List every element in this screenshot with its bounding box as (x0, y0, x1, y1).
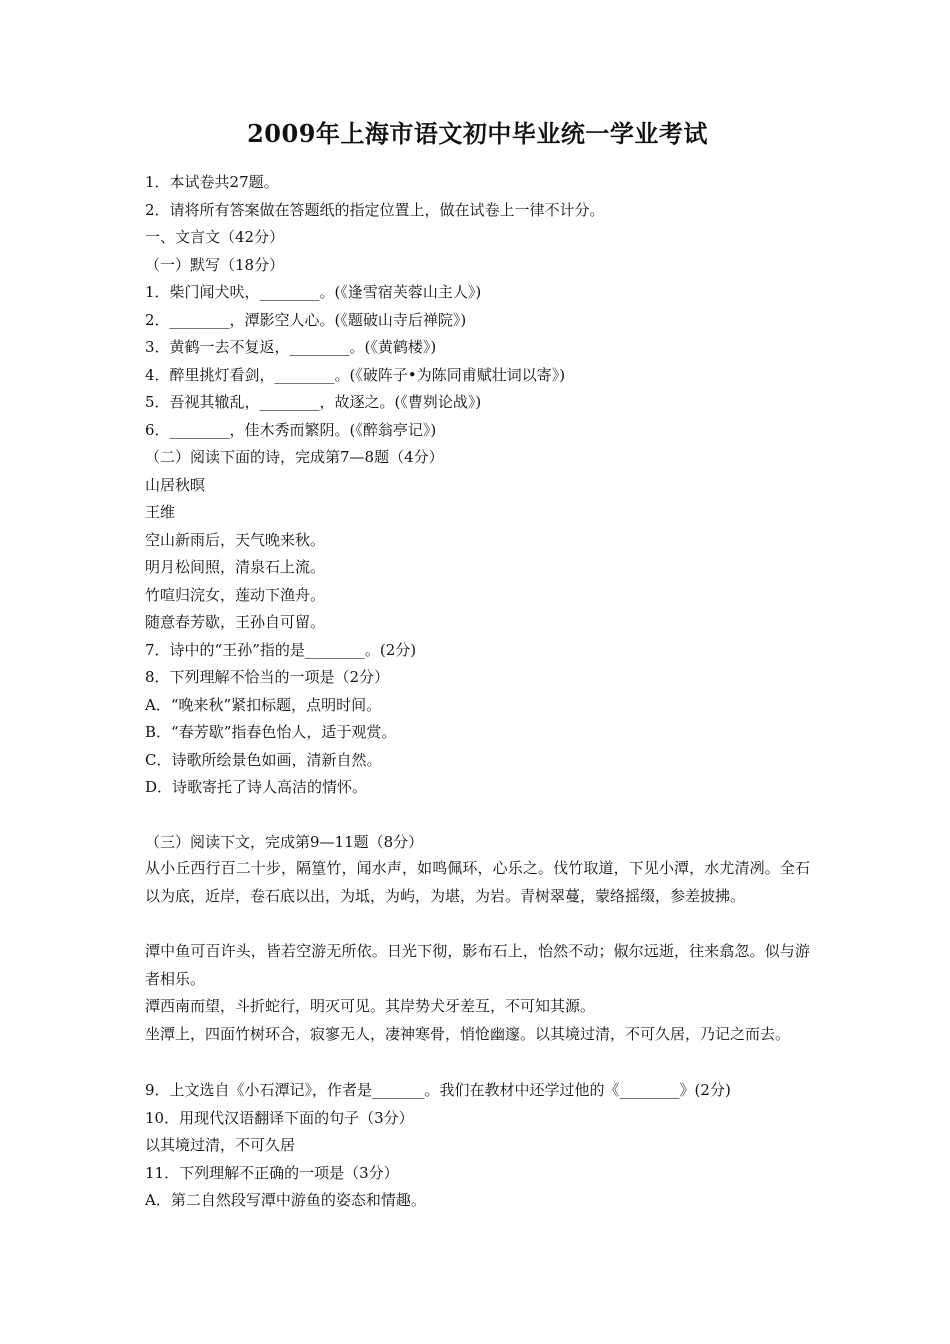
passage-paragraph-2: 潭中鱼可百许头，皆若空游无所依。日光下彻，影布石上，怡然不动；俶尔远逝，往来翕忽。似与游者相乐。 (145, 942, 810, 988)
question-9: 9．上文选自《小石潭记》，作者是_______。我们在教材中还学过他的《________》(2分) (145, 1081, 731, 1099)
passage-paragraph-1: 从小丘西行百二十步，隔篁竹，闻水声，如鸣佩环，心乐之。伐竹取道，下见小潭，水尤清冽。全石以为底，近岸，卷石底以出，为坻，为屿，为堪，为岩。青树翠蔓，蒙络摇缀，参差披拂。 (145, 859, 810, 905)
exam-title: 2009年上海市语文初中毕业统一学业考试 (247, 119, 708, 148)
poem-line-3: 竹喧归浣女，莲动下渔舟。 (145, 586, 326, 604)
question-11-option-a: A．第二自然段写潭中游鱼的姿态和情趣。 (145, 1191, 426, 1209)
question-10-sentence: 以其境过清，不可久居 (145, 1136, 296, 1154)
subsection-heading-poem: （二）阅读下面的诗，完成第7—8题（4分） (145, 448, 444, 466)
subsection-heading-dictation: （一）默写（18分） (145, 256, 285, 274)
question-10: 10．用现代汉语翻译下面的句子（3分） (145, 1109, 414, 1127)
passage-paragraph-3: 潭西南而望，斗折蛇行，明灭可见。其岸势犬牙差互，不可知其源。 (145, 997, 596, 1015)
poem-author: 王维 (145, 503, 176, 521)
poem-line-4: 随意春芳歇，王孙自可留。 (145, 613, 326, 631)
poem-line-1: 空山新雨后，天气晚来秋。 (145, 531, 326, 549)
subsection-heading-prose: （三）阅读下文，完成第9—11题（8分） (145, 833, 424, 851)
question-8-option-d: D．诗歌寄托了诗人高洁的情怀。 (145, 778, 368, 796)
poem-title: 山居秋暝 (145, 476, 206, 494)
question-4: 4．醉里挑灯看剑，________。(《破阵子•为陈同甫赋壮词以寄》) (145, 366, 566, 384)
question-8-option-c: C．诗歌所绘景色如画，清新自然。 (145, 751, 382, 769)
question-8: 8．下列理解不恰当的一项是（2分） (145, 668, 390, 686)
section-heading-classical: 一、文言文（42分） (145, 228, 285, 246)
passage-paragraph-4: 坐潭上，四面竹树环合，寂寥无人，凄神寒骨，悄怆幽邃。以其境过清，不可久居，乃记之而去。 (145, 1025, 791, 1043)
question-1: 1．柴门闻犬吠，________。(《逢雪宿芙蓉山主人》) (145, 283, 482, 301)
question-2: 2．________，潭影空人心。(《题破山寺后禅院》) (145, 311, 467, 329)
question-8-option-b: B．“春芳歇”指春色怡人，适于观赏。 (145, 723, 397, 741)
question-5: 5．吾视其辙乱，________，故逐之。(《曹刿论战》) (145, 393, 482, 411)
question-7: 7．诗中的“王孙”指的是________。(2分) (145, 641, 417, 659)
question-3: 3．黄鹤一去不复返，________。(《黄鹤楼》) (145, 338, 437, 356)
question-8-option-a: A．“晚来秋”紧扣标题，点明时间。 (145, 696, 382, 714)
question-11: 11．下列理解不正确的一项是（3分） (145, 1164, 399, 1182)
question-6: 6．________，佳木秀而繁阴。(《醉翁亭记》) (145, 421, 437, 439)
instruction-2: 2．请将所有答案做在答题纸的指定位置上，做在试卷上一律不计分。 (145, 201, 605, 219)
poem-line-2: 明月松间照，清泉石上流。 (145, 558, 326, 576)
instruction-1: 1．本试卷共27题。 (145, 173, 279, 191)
